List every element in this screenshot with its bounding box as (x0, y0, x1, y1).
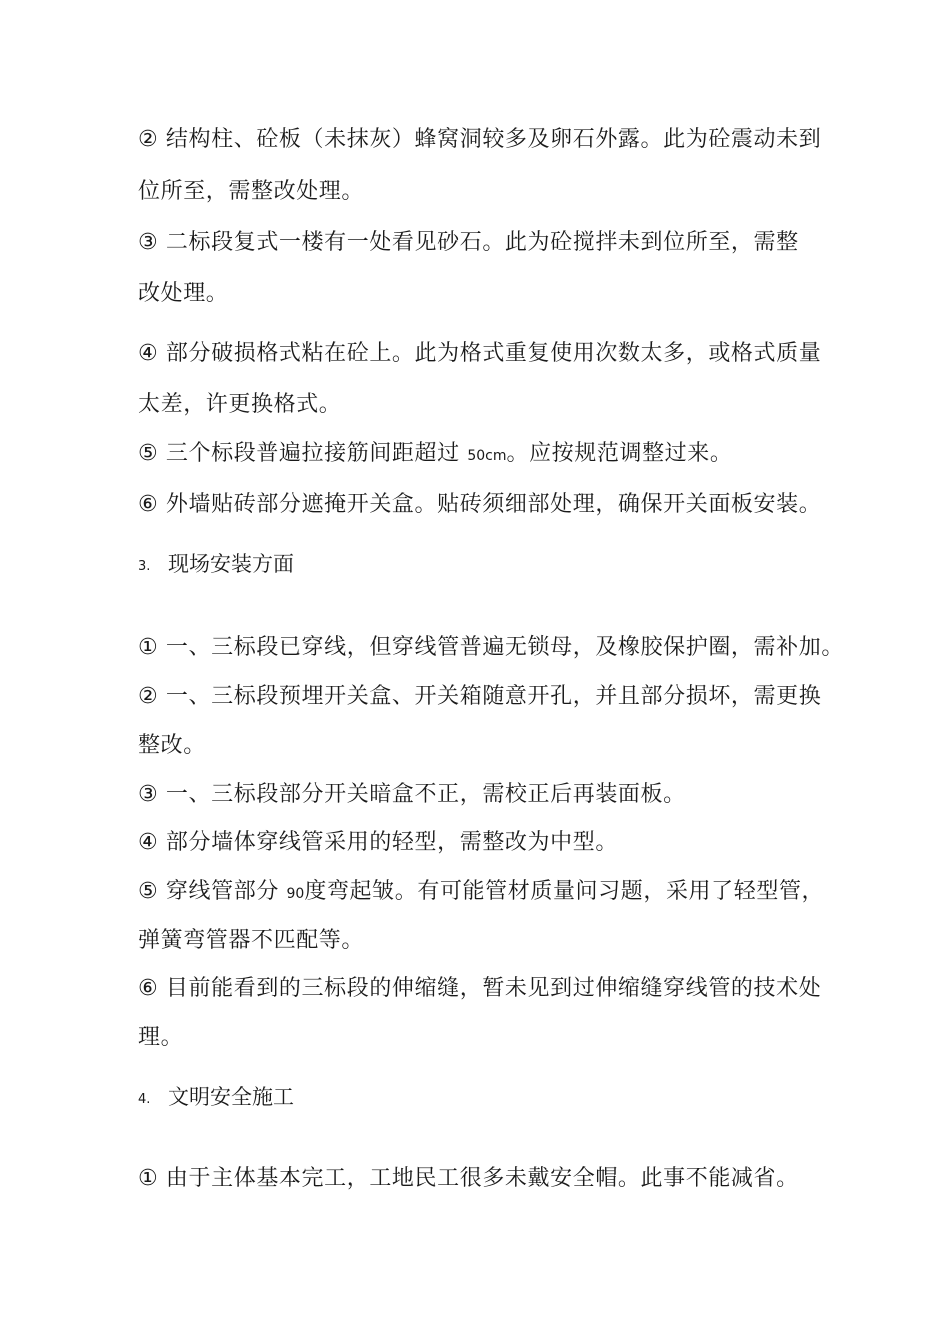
s3-item-6-line-1: ⑥ 目前能看到的三标段的伸缩缝，暂未见到过伸缩缝穿线管的技术处 (138, 976, 822, 1001)
item-5-line-1 (138, 440, 732, 470)
s3-item-5-line-1 (138, 878, 824, 908)
s3-item-3-line-1: ③ 一、三标段部分开关暗盒不正，需校正后再装面板。 (138, 782, 686, 807)
s3-item-5-text-a: ⑤ 穿线管部分 (138, 879, 287, 904)
item-6-line-1: ⑥ 外墙贴砖部分遮掩开关盒。贴砖须细部处理，确保开关面板安装。 (138, 492, 822, 517)
item-2-line-2: 位所至，需整改处理。 (138, 179, 365, 204)
section-3-number: 3. (138, 559, 151, 574)
section-4-title: 文明安全施工 (168, 1085, 294, 1109)
s3-item-5-text-c: 度弯起皱。有可能管材质量问习题，采用了轻型管， (304, 879, 825, 904)
s4-item-1-line-1: ① 由于主体基本完工，工地民工很多未戴安全帽。此事不能减省。 (138, 1166, 799, 1191)
item-4-line-2: 太差，许更换格式。 (138, 392, 342, 417)
item-4-line-1: ④ 部分破损格式粘在砼上。此为格式重复使用次数太多，或格式质量 (138, 341, 822, 366)
s3-item-4-line-1: ④ 部分墙体穿线管采用的轻型，需整改为中型。 (138, 830, 618, 855)
item-5-measure: 50cm (467, 448, 507, 464)
section-3-heading (138, 550, 294, 581)
item-5-text-a: ⑤ 三个标段普遍拉接筋间距超过 (138, 441, 468, 466)
s3-item-6-line-2: 理。 (138, 1025, 184, 1050)
item-5-text-c: 。应按规范调整过来。 (506, 441, 733, 466)
item-2-line-1: ② 结构柱、砼板（未抹灰）蜂窝洞较多及卵石外露。此为砼震动未到 (138, 127, 822, 152)
section-4-number: 4. (138, 1092, 151, 1107)
s3-item-5-line-2: 弹簧弯管器不匹配等。 (138, 928, 365, 953)
s3-item-2-line-2: 整改。 (138, 733, 206, 758)
item-3-line-1: ③ 二标段复式一楼有一处看见砂石。此为砼搅拌未到位所至，需整 (138, 230, 799, 255)
section-4-heading (138, 1083, 294, 1114)
s3-item-5-measure: 90 (286, 886, 305, 902)
section-3-title: 现场安装方面 (168, 552, 294, 576)
item-3-line-2: 改处理。 (138, 281, 229, 306)
s3-item-1-line-1: ① 一、三标段已穿线，但穿线管普遍无锁母，及橡胶保护圈，需补加。 (138, 635, 844, 660)
s3-item-2-line-1: ② 一、三标段预埋开关盒、开关箱随意开孔，并且部分损坏，需更换 (138, 684, 822, 709)
